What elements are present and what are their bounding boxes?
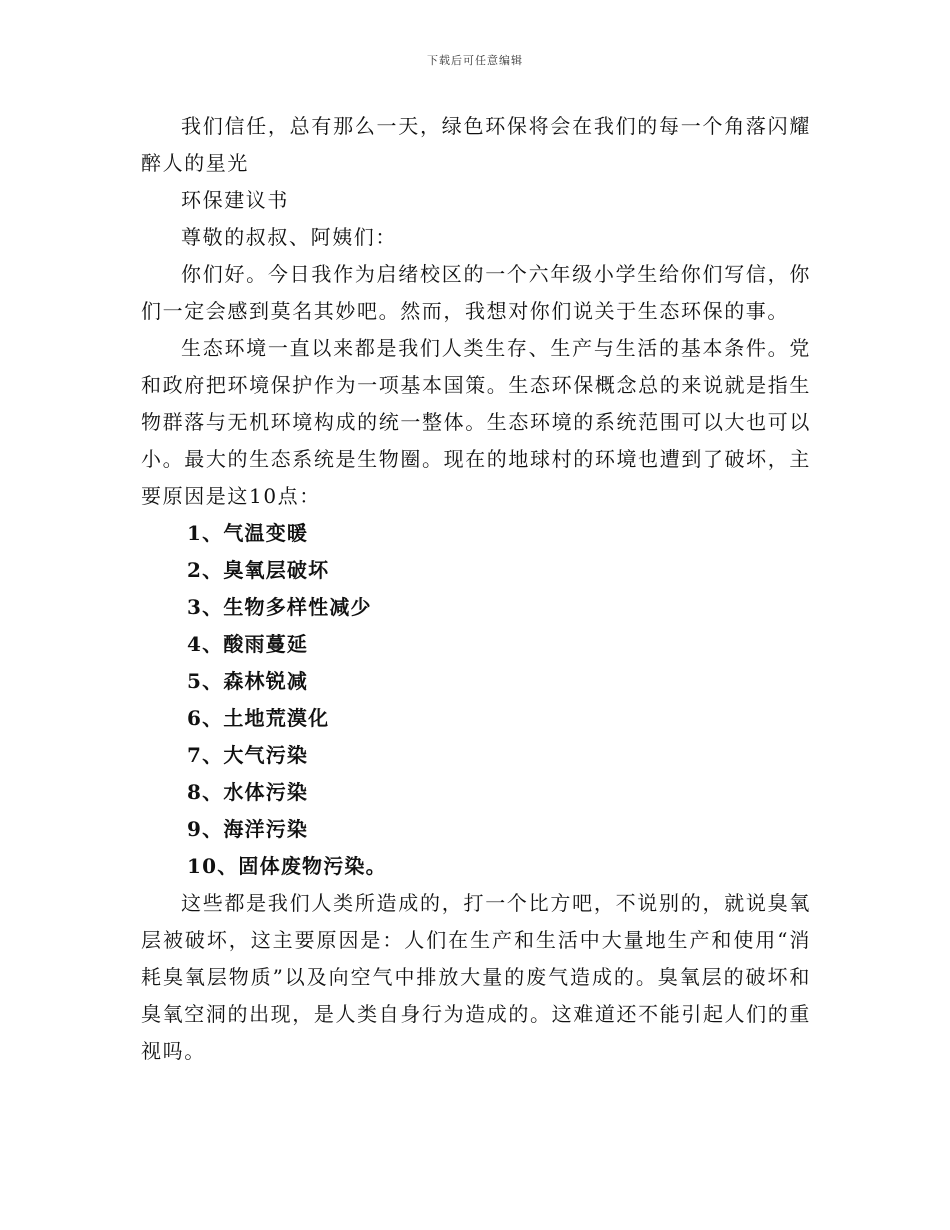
page-header: 下载后可任意编辑 xyxy=(427,54,523,67)
list-item: 9、海洋污染 xyxy=(187,817,309,841)
document-body xyxy=(141,108,811,1070)
paragraph-greeting: 你们好。今日我作为启绪校区的一个六年级小学生给你们写信，你们一定会感到莫名其妙吧。然而，我想对你们说关于生态环保的事。 xyxy=(141,262,811,323)
paragraph-ozone: 这些都是我们人类所造成的，打一个比方吧，不说别的，就说臭氧层被破坏，这主要原因是：人们在生产和生活中大量地生产和使用“消耗臭氧层物质”以及向空气中排放大量的废气造成的。臭氧层的破坏和臭氧空洞的出现，是人类自身行为造成的。这难道还不能引起人们的重视吗。 xyxy=(141,891,811,1063)
cause-list xyxy=(141,515,811,885)
paragraph-ecology: 生态环境一直以来都是我们人类生存、生产与生活的基本条件。党和政府把环境保护作为一项基本国策。生态环保概念总的来说就是指生物群落与无机环境构成的统一整体。生态环境的系统范围可以大也可以小。最大的生态系统是生物圈。现在的地球村的环境也遭到了破坏，主要原因是这10点： xyxy=(141,336,811,508)
list-item: 3、生物多样性减少 xyxy=(187,595,372,619)
list-item: 6、土地荒漠化 xyxy=(187,706,330,730)
list-item: 7、大气污染 xyxy=(187,743,309,767)
list-item: 2、臭氧层破坏 xyxy=(187,558,330,582)
list-item: 4、酸雨蔓延 xyxy=(187,632,309,656)
document-title: 环保建议书 xyxy=(181,188,289,212)
list-item: 1、气温变暖 xyxy=(187,521,309,545)
paragraph-intro: 我们信任，总有那么一天，绿色环保将会在我们的每一个角落闪耀醉人的星光 xyxy=(141,114,811,175)
list-item: 5、森林锐减 xyxy=(187,669,309,693)
list-item: 8、水体污染 xyxy=(187,780,309,804)
salutation: 尊敬的叔叔、阿姨们： xyxy=(181,225,397,249)
list-item: 10、固体废物污染。 xyxy=(187,854,387,878)
